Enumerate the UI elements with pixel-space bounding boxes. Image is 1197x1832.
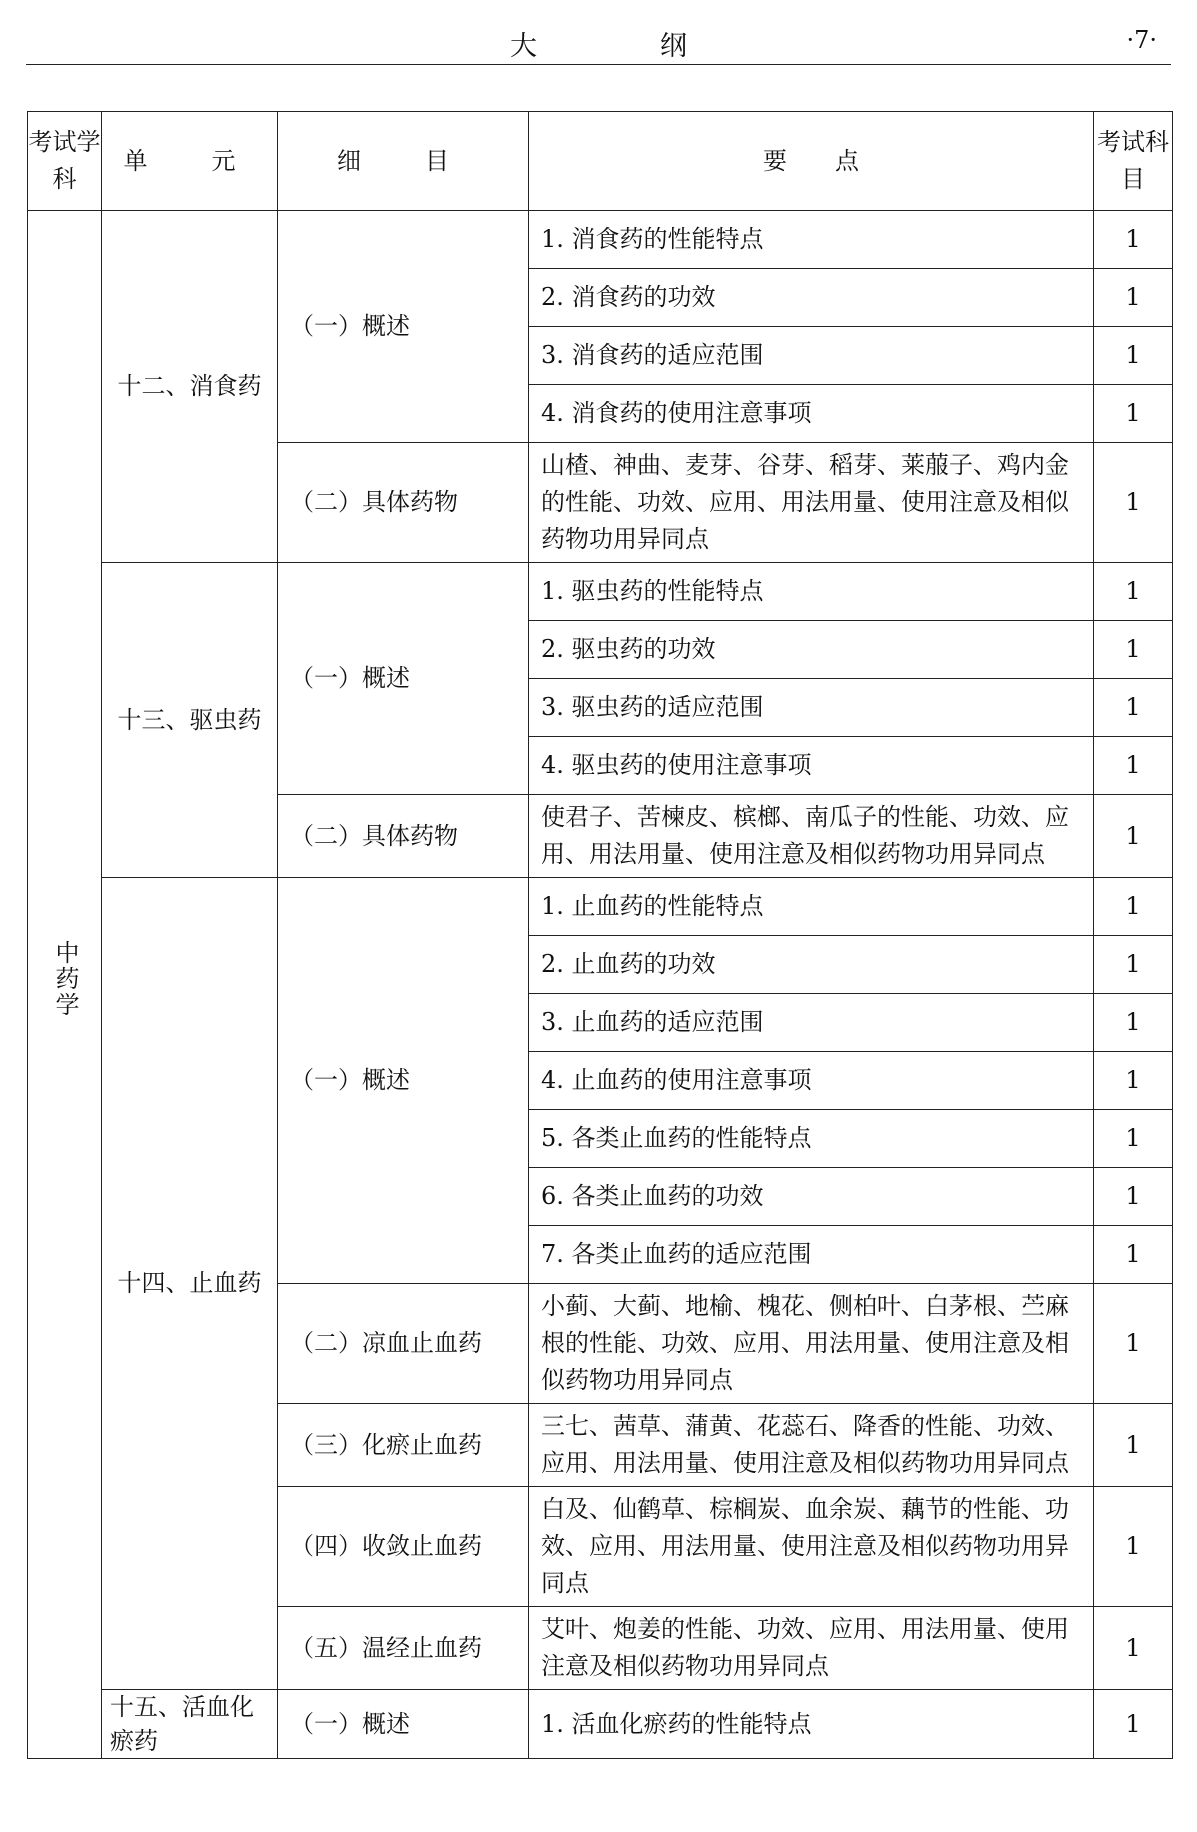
- point-cell: 1. 止血药的性能特点: [529, 878, 1094, 936]
- exam-code-cell: 1: [1094, 737, 1173, 795]
- point-cell: 3. 止血药的适应范围: [529, 994, 1094, 1052]
- detail-cell: （一）概述: [278, 563, 529, 795]
- exam-code-cell: 1: [1094, 1607, 1173, 1690]
- exam-code-cell: 1: [1094, 327, 1173, 385]
- point-cell: 艾叶、炮姜的性能、功效、应用、用法用量、使用注意及相似药物功用异同点: [529, 1607, 1094, 1690]
- exam-code-cell: 1: [1094, 1487, 1173, 1607]
- point-cell: 1. 消食药的性能特点: [529, 211, 1094, 269]
- point-cell: 山楂、神曲、麦芽、谷芽、稻芽、莱菔子、鸡内金的性能、功效、应用、用法用量、使用注意及相似药物功用异同点: [529, 443, 1094, 563]
- exam-code-cell: 1: [1094, 1690, 1173, 1759]
- point-cell: 2. 止血药的功效: [529, 936, 1094, 994]
- table-row: [28, 211, 1173, 269]
- page-number: ·7·: [1126, 26, 1157, 54]
- detail-cell: （一）概述: [278, 878, 529, 1284]
- table-row: [28, 1690, 1173, 1759]
- point-cell: 2. 驱虫药的功效: [529, 621, 1094, 679]
- subject-label: 中药学: [51, 940, 79, 1018]
- exam-code-cell: 1: [1094, 1226, 1173, 1284]
- exam-code-cell: 1: [1094, 443, 1173, 563]
- exam-code-cell: 1: [1094, 878, 1173, 936]
- table-row: [28, 878, 1173, 936]
- point-cell: 4. 驱虫药的使用注意事项: [529, 737, 1094, 795]
- exam-code-cell: 1: [1094, 1284, 1173, 1404]
- point-cell: 4. 止血药的使用注意事项: [529, 1052, 1094, 1110]
- point-cell: 2. 消食药的功效: [529, 269, 1094, 327]
- syllabus-table: [27, 111, 1173, 1759]
- unit-cell: 十二、消食药: [102, 211, 278, 563]
- header-title: 大 纲: [510, 31, 735, 62]
- exam-code-cell: 1: [1094, 679, 1173, 737]
- column-header-points: 要 点: [529, 112, 1094, 211]
- exam-code-cell: 1: [1094, 936, 1173, 994]
- point-cell: 1. 活血化瘀药的性能特点: [529, 1690, 1094, 1759]
- point-cell: 1. 驱虫药的性能特点: [529, 563, 1094, 621]
- column-header-subject: 考试学科: [28, 112, 102, 211]
- column-header-exam-code: 考试科目: [1094, 112, 1173, 211]
- unit-cell: 十五、活血化瘀药: [102, 1690, 278, 1759]
- table-body: [28, 211, 1173, 1759]
- exam-code-cell: 1: [1094, 269, 1173, 327]
- detail-cell: （一）概述: [278, 1690, 529, 1759]
- unit-cell: 十四、止血药: [102, 878, 278, 1690]
- exam-code-cell: 1: [1094, 1404, 1173, 1487]
- detail-cell: （四）收敛止血药: [278, 1487, 529, 1607]
- point-cell: 3. 消食药的适应范围: [529, 327, 1094, 385]
- table-row: [28, 563, 1173, 621]
- exam-code-cell: 1: [1094, 1168, 1173, 1226]
- point-cell: 7. 各类止血药的适应范围: [529, 1226, 1094, 1284]
- exam-code-cell: 1: [1094, 563, 1173, 621]
- exam-code-cell: 1: [1094, 385, 1173, 443]
- unit-cell: 十三、驱虫药: [102, 563, 278, 878]
- table-header-row: [28, 112, 1173, 211]
- exam-code-cell: 1: [1094, 621, 1173, 679]
- detail-cell: （三）化瘀止血药: [278, 1404, 529, 1487]
- point-cell: 3. 驱虫药的适应范围: [529, 679, 1094, 737]
- subject-cell: [28, 211, 102, 1759]
- exam-code-cell: 1: [1094, 994, 1173, 1052]
- detail-cell: （二）具体药物: [278, 795, 529, 878]
- point-cell: 5. 各类止血药的性能特点: [529, 1110, 1094, 1168]
- point-cell: 三七、茜草、蒲黄、花蕊石、降香的性能、功效、应用、用法用量、使用注意及相似药物功用异同点: [529, 1404, 1094, 1487]
- detail-cell: （一）概述: [278, 211, 529, 443]
- detail-cell: （二）凉血止血药: [278, 1284, 529, 1404]
- exam-code-cell: 1: [1094, 211, 1173, 269]
- exam-code-cell: 1: [1094, 795, 1173, 878]
- detail-cell: （五）温经止血药: [278, 1607, 529, 1690]
- point-cell: 4. 消食药的使用注意事项: [529, 385, 1094, 443]
- point-cell: 6. 各类止血药的功效: [529, 1168, 1094, 1226]
- point-cell: 白及、仙鹤草、棕榈炭、血余炭、藕节的性能、功效、应用、用法用量、使用注意及相似药物功用异同点: [529, 1487, 1094, 1607]
- exam-code-cell: 1: [1094, 1052, 1173, 1110]
- column-header-detail: 细 目: [278, 112, 529, 211]
- point-cell: 小蓟、大蓟、地榆、槐花、侧柏叶、白茅根、苎麻根的性能、功效、应用、用法用量、使用注意及相似药物功用异同点: [529, 1284, 1094, 1404]
- page-header: [26, 0, 1171, 65]
- column-header-unit: 单 元: [102, 112, 278, 211]
- detail-cell: （二）具体药物: [278, 443, 529, 563]
- exam-code-cell: 1: [1094, 1110, 1173, 1168]
- point-cell: 使君子、苦楝皮、槟榔、南瓜子的性能、功效、应用、用法用量、使用注意及相似药物功用异同点: [529, 795, 1094, 878]
